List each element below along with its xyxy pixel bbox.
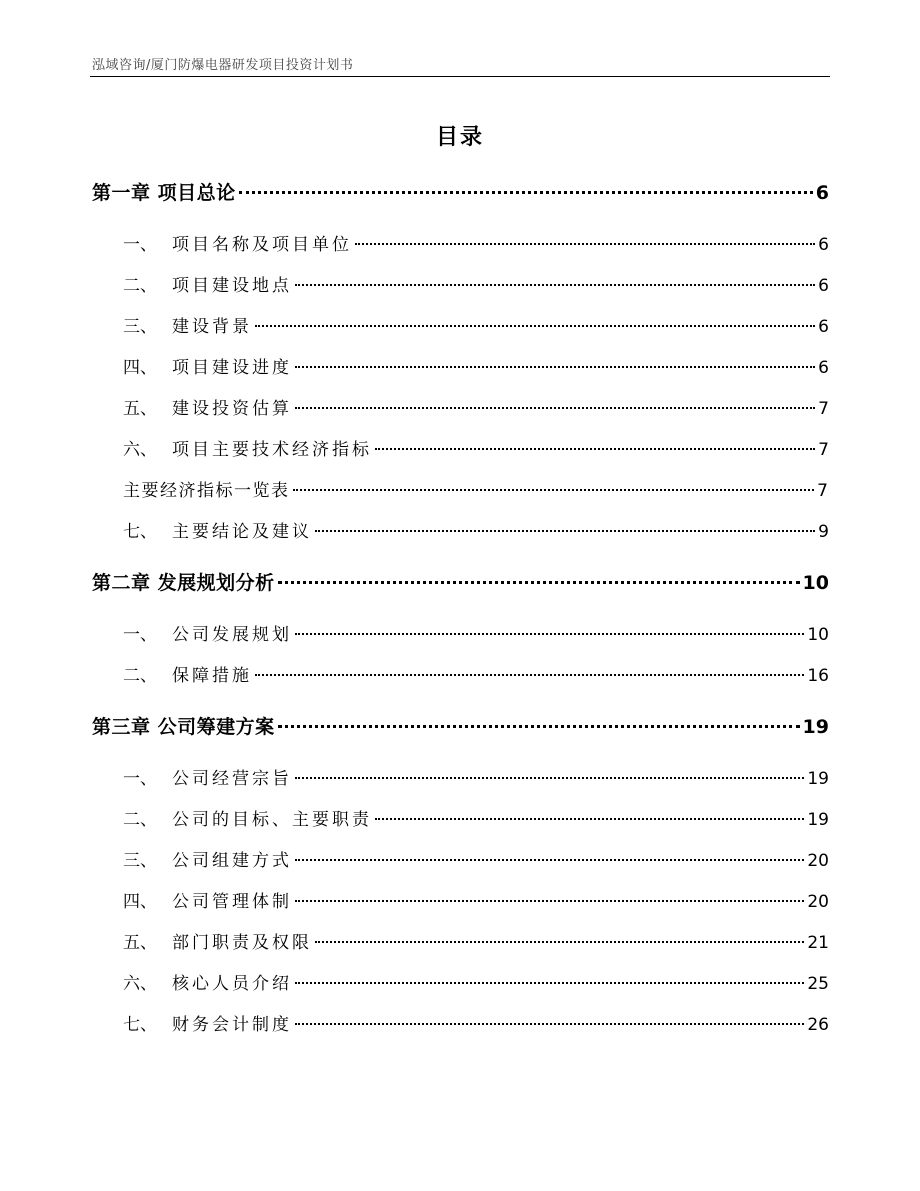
dot-leader: [278, 725, 800, 728]
toc-section-number: 四、: [123, 358, 157, 378]
toc-section-label: [123, 476, 290, 501]
toc-section-number: 四、: [123, 892, 157, 912]
toc-section[interactable]: [92, 661, 829, 702]
toc-page-number: 25: [807, 974, 829, 994]
dot-leader: [295, 366, 815, 368]
toc-section[interactable]: [92, 805, 829, 846]
dot-leader: [295, 777, 804, 779]
toc-section-label: [123, 928, 312, 953]
toc-section-number: 二、: [123, 666, 157, 686]
toc-section-title: 核心人员介绍: [172, 974, 292, 994]
toc-section-number: 七、: [123, 522, 157, 542]
toc-page-number: 6: [815, 182, 829, 204]
toc-chapter-2[interactable]: [92, 568, 829, 608]
dot-leader: [295, 982, 804, 984]
dot-leader: [239, 191, 813, 194]
toc-page-number: 6: [818, 235, 829, 255]
toc-chapter-label: 第一章 项目总论: [92, 182, 236, 204]
toc-section-label: [123, 353, 292, 378]
toc-section[interactable]: [92, 928, 829, 969]
toc-page-number: 10: [807, 625, 829, 645]
dot-leader: [295, 284, 815, 286]
toc-page-number: 6: [818, 358, 829, 378]
toc-section-number: 一、: [123, 625, 157, 645]
toc-section-label: [123, 620, 292, 645]
dot-leader: [278, 581, 800, 584]
toc-section-title: 主要经济指标一览表: [123, 481, 290, 501]
toc-chapter-3[interactable]: [92, 712, 829, 752]
toc-section[interactable]: [92, 435, 829, 476]
toc-chapter-1[interactable]: [92, 178, 829, 218]
toc-page-number: 7: [818, 440, 829, 460]
header-rule: [90, 76, 830, 77]
toc-section-label: [123, 435, 372, 460]
toc-section-label: [123, 969, 292, 994]
toc-section-number: 三、: [123, 851, 157, 871]
toc-section-title: 主要结论及建议: [172, 522, 312, 542]
toc-page-number: 6: [818, 317, 829, 337]
running-header: 泓域咨询/厦门防爆电器研发项目投资计划书: [92, 58, 354, 73]
toc-section-label: [123, 230, 352, 255]
toc-section[interactable]: [92, 476, 829, 517]
toc-chapter-label: 第二章 发展规划分析: [92, 572, 275, 594]
toc-section[interactable]: [92, 353, 829, 394]
toc-section-label: [123, 764, 292, 789]
dot-leader: [315, 530, 815, 532]
toc-section-label: [123, 312, 252, 337]
toc-section[interactable]: [92, 517, 829, 558]
toc-section-number: 一、: [123, 769, 157, 789]
toc-section-label: [123, 1010, 292, 1035]
toc-section[interactable]: [92, 887, 829, 928]
toc-page-number: 21: [807, 933, 829, 953]
toc-section-title: 项目建设地点: [172, 276, 292, 296]
toc-section-label: [123, 887, 292, 912]
toc-page-number: 6: [818, 276, 829, 296]
dot-leader: [293, 489, 815, 491]
toc-section[interactable]: [92, 620, 829, 661]
toc-section-number: 三、: [123, 317, 157, 337]
toc-section-number: 六、: [123, 974, 157, 994]
toc-section[interactable]: [92, 271, 829, 312]
toc-section[interactable]: [92, 1010, 829, 1051]
toc-page-number: 19: [802, 716, 829, 738]
toc-section[interactable]: [92, 764, 829, 805]
toc-page-number: 20: [807, 892, 829, 912]
toc-page-number: 19: [807, 769, 829, 789]
toc-section-label: [123, 805, 372, 830]
toc-section-number: 七、: [123, 1015, 157, 1035]
dot-leader: [295, 407, 815, 409]
toc-section-number: 六、: [123, 440, 157, 460]
dot-leader: [315, 941, 804, 943]
toc-section-number: 二、: [123, 810, 157, 830]
table-of-contents: [92, 178, 829, 1051]
toc-section[interactable]: [92, 394, 829, 435]
toc-section-title: 财务会计制度: [172, 1015, 292, 1035]
toc-section-number: 五、: [123, 399, 157, 419]
toc-section-title: 建设投资估算: [172, 399, 292, 419]
toc-page-number: 19: [807, 810, 829, 830]
toc-section-label: [123, 846, 292, 871]
toc-section-title: 建设背景: [172, 317, 252, 337]
toc-section-number: 二、: [123, 276, 157, 296]
toc-page-number: 16: [807, 666, 829, 686]
toc-title: 目录: [435, 125, 484, 150]
toc-section-title: 项目名称及项目单位: [172, 235, 352, 255]
toc-section[interactable]: [92, 969, 829, 1010]
toc-section-number: 五、: [123, 933, 157, 953]
dot-leader: [295, 859, 804, 861]
toc-page-number: 26: [807, 1015, 829, 1035]
dot-leader: [295, 900, 804, 902]
toc-page-number: 20: [807, 851, 829, 871]
dot-leader: [375, 818, 804, 820]
toc-section[interactable]: [92, 230, 829, 271]
toc-chapter-label: 第三章 公司筹建方案: [92, 716, 275, 738]
toc-section[interactable]: [92, 312, 829, 353]
toc-section[interactable]: [92, 846, 829, 887]
toc-section-label: [123, 271, 292, 296]
dot-leader: [355, 243, 815, 245]
toc-section-title: 部门职责及权限: [172, 933, 312, 953]
toc-section-label: [123, 394, 292, 419]
toc-page-number: 7: [817, 481, 829, 501]
toc-section-title: 公司的目标、主要职责: [172, 810, 372, 830]
toc-section-title: 保障措施: [172, 666, 252, 686]
toc-section-title: 公司组建方式: [172, 851, 292, 871]
toc-section-title: 项目建设进度: [172, 358, 292, 378]
dot-leader: [255, 325, 815, 327]
toc-section-title: 公司经营宗旨: [172, 769, 292, 789]
toc-page-number: 9: [818, 522, 829, 542]
dot-leader: [295, 1023, 804, 1025]
toc-page-number: 10: [802, 572, 829, 594]
toc-section-number: 一、: [123, 235, 157, 255]
toc-section-title: 公司发展规划: [172, 625, 292, 645]
dot-leader: [255, 674, 804, 676]
toc-section-label: [123, 517, 312, 542]
toc-section-label: [123, 661, 252, 686]
toc-section-title: 项目主要技术经济指标: [172, 440, 372, 460]
toc-page-number: 7: [818, 399, 829, 419]
dot-leader: [295, 633, 804, 635]
toc-section-title: 公司管理体制: [172, 892, 292, 912]
dot-leader: [375, 448, 815, 450]
